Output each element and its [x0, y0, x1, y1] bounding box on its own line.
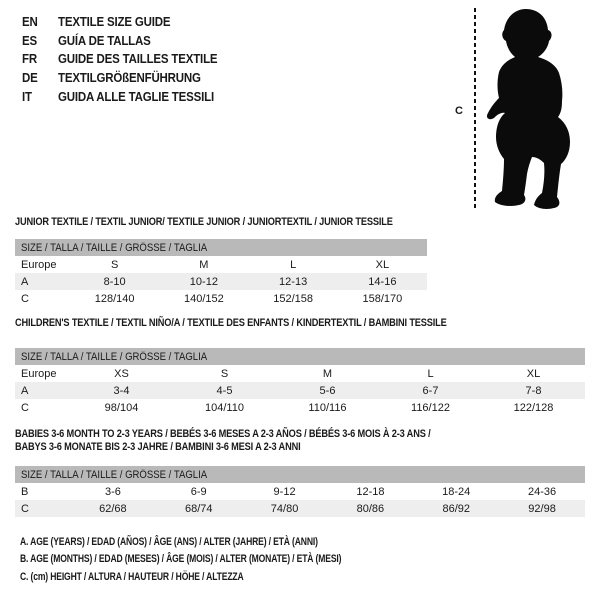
footnote-c: C. (cm) HEIGHT / ALTURA / HAUTEUR / HÖHE / ALTEZZA: [20, 570, 244, 583]
lang-code: DE: [22, 71, 38, 86]
language-title-list: [22, 13, 231, 106]
lang-row-it: [22, 87, 231, 106]
baby-silhouette-icon: [486, 6, 598, 218]
footnote-legend: [20, 536, 432, 588]
lang-code: IT: [22, 89, 32, 104]
babies-section-title: BABIES 3-6 MONTH TO 2-3 YEARS / BEBÉS 3-6 MESES A 2-3 AÑOS / BÉBÉS 3-6 MOIS À 2-3 ANS / BABYS 3-6 MONATE BIS 2-3 JAHRE / BAMBINI 3-6 MESI A 2-3 ANNI: [15, 428, 431, 453]
footnote-b: B. AGE (MONTHS) / EDAD (MESES) / ÂGE (MOIS) / ALTER (MONATE) / ETÀ (MESI): [20, 553, 342, 566]
table-row-europe: Europe S M L XL: [21, 258, 390, 271]
size-header-band: SIZE / TALLA / TAILLE / GRÖSSE / TAGLIA: [15, 239, 427, 256]
lang-title: GUIDA ALLE TAGLIE TESSILI: [58, 89, 214, 104]
lang-title: TEXTILE SIZE GUIDE: [58, 15, 171, 30]
size-header-band: SIZE / TALLA / TAILLE / GRÖSSE / TAGLIA: [15, 348, 585, 365]
lang-row-en: [22, 13, 231, 32]
table-row-age: A 3-4 4-5 5-6 6-7 7-8: [15, 382, 585, 399]
footnote-a: A. AGE (YEARS) / EDAD (AÑOS) / ÂGE (ANS) / ALTER (JAHRE) / ETÀ (ANNI): [20, 536, 318, 548]
table-row-height: C 98/104 104/110 110/116 116/122 122/128: [21, 401, 554, 414]
lang-code: ES: [22, 33, 37, 48]
babies-size-table: [15, 466, 585, 517]
table-row-europe: Europe XS S M L XL: [21, 367, 541, 380]
measure-c-label: C: [455, 105, 463, 117]
table-row-height: C 62/68 68/74 74/80 80/86 86/92 92/98: [15, 500, 585, 517]
junior-section-title: JUNIOR TEXTILE / TEXTIL JUNIOR/ TEXTILE JUNIOR / JUNIORTEXTIL / JUNIOR TESSILE: [15, 216, 393, 228]
junior-size-table: [15, 239, 427, 307]
table-row-age: A 8-10 10-12 12-13 14-16: [15, 273, 427, 290]
lang-row-de: [22, 69, 231, 88]
lang-title: GUÍA DE TALLAS: [58, 33, 151, 48]
children-size-table: [15, 348, 585, 416]
lang-title: TEXTILGRÖßENFÜHRUNG: [58, 71, 201, 86]
lang-row-fr: [22, 50, 231, 69]
table-row-age-months: B 3-6 6-9 9-12 12-18 18-24 24-36: [21, 485, 557, 498]
size-header-band: SIZE / TALLA / TAILLE / GRÖSSE / TAGLIA: [15, 466, 585, 483]
height-dashed-line: [474, 8, 476, 211]
lang-code: EN: [22, 15, 38, 30]
children-section-title: CHILDREN'S TEXTILE / TEXTIL NIÑO/A / TEXTILE DES ENFANTS / KINDERTEXTIL / BAMBINI TESSILE: [15, 317, 447, 329]
lang-row-es: [22, 32, 231, 51]
lang-code: FR: [22, 52, 37, 67]
table-row-height: C 128/140 140/152 152/158 158/170: [21, 292, 403, 305]
lang-title: GUIDE DES TAILLES TEXTILE: [58, 52, 218, 67]
